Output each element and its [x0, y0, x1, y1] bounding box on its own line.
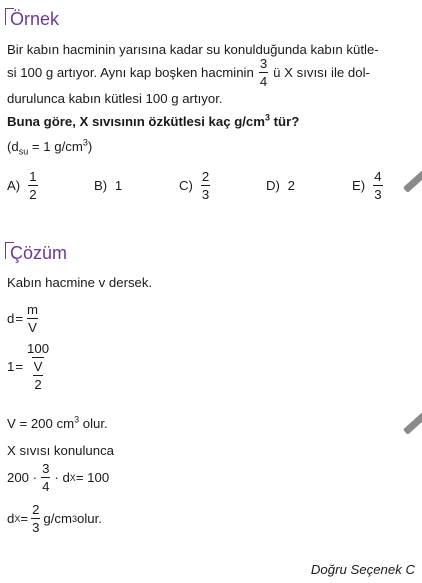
option-c-numerator: 2 [201, 169, 210, 184]
eq1-numerator: m [27, 302, 39, 317]
fraction-denominator: 4 [259, 74, 268, 90]
solution-intro: Kabın hacmine v dersek. [7, 275, 153, 290]
option-a-denominator: 2 [29, 187, 37, 203]
eq2-lhs: 1 [7, 359, 15, 375]
question-line [7, 114, 299, 129]
option-c-denominator: 3 [201, 187, 210, 203]
problem-line-3: durulunca kabın kütlesi 100 g artıyor. [7, 91, 223, 106]
problem-line-2-start: si 100 g artıyor. Aynı kap boşken hacminin [7, 65, 254, 81]
result1-exponent: 3 [74, 414, 80, 425]
eq3-mid: · d [54, 470, 70, 486]
option-c-fraction [201, 170, 210, 201]
problem-line-1: Bir kabın hacminin yarısına kadar su konulduğunda kabın kütle- [7, 42, 379, 57]
option-a-numerator: 1 [29, 169, 37, 184]
eq2-inner-fraction [33, 360, 44, 391]
eq2-equals: = [15, 359, 24, 375]
eq3-fraction [41, 462, 50, 493]
option-d-label: D) [266, 178, 280, 193]
eq1-denominator: V [28, 320, 37, 336]
given-value: = 1 g/cm [28, 139, 83, 154]
option-a-fraction [28, 170, 37, 201]
option-e-numerator: 4 [374, 169, 382, 184]
eq2-inner-numerator: V [33, 359, 43, 375]
density-result: d X = $\frac{2}{3}$ g/cm 3 olur. [7, 502, 102, 536]
equation-substitution [7, 342, 52, 392]
given-density [7, 137, 93, 157]
eq4-equals: = [20, 511, 29, 527]
option-e-denominator: 3 [374, 187, 382, 203]
eq4-unit: g/cm [43, 511, 72, 527]
option-d-value: 2 [287, 178, 295, 193]
eq3-start: 200 · [7, 470, 38, 486]
question-end: tür? [269, 114, 300, 129]
eq2-fraction [26, 342, 50, 392]
eq2-denominator [32, 357, 45, 391]
eq1-fraction [26, 303, 39, 334]
eq4-numerator: 2 [32, 502, 40, 517]
option-b[interactable] [94, 178, 122, 193]
example-heading: Örnek [10, 9, 60, 29]
question-text: Buna göre, X sıvısının özkütlesi kaç g/cm [7, 114, 265, 129]
eq3-denominator: 4 [42, 479, 50, 495]
pen-icon [403, 412, 422, 435]
given-exponent: 3 [82, 137, 88, 148]
option-a-label: A) [7, 178, 21, 194]
option-c-label: C) [179, 178, 193, 194]
given-subscript: su [18, 146, 29, 157]
eq2-numerator: 100 [27, 341, 50, 356]
eq4-end: olur. [77, 511, 102, 527]
eq1-equals: = [15, 311, 24, 327]
volume-result [7, 416, 108, 431]
problem-line-2 [7, 57, 370, 88]
question-exponent: 3 [264, 112, 270, 123]
result1-text: V = 200 cm [7, 416, 75, 431]
result1-end: olur. [79, 416, 108, 431]
eq4-fraction [31, 503, 40, 534]
eq4-lhs: d [7, 511, 15, 527]
eq2-inner-denominator: 2 [34, 377, 42, 393]
option-e-label: E) [352, 178, 366, 194]
eq1-lhs: d [7, 311, 15, 327]
pen-icon [403, 170, 422, 193]
eq4-denominator: 3 [32, 520, 40, 536]
problem-line-2-end: ü X sıvısı ile dol- [273, 65, 370, 81]
option-d[interactable] [266, 178, 295, 193]
x-liquid-line: X sıvısı konulunca [7, 443, 115, 458]
solution-heading: Çözüm [10, 243, 68, 263]
given-close: ) [87, 139, 93, 154]
fraction-numerator: 3 [259, 56, 268, 71]
given-open: (d [7, 139, 19, 154]
correct-answer: Doğru Seçenek C [310, 562, 415, 577]
eq3-numerator: 3 [42, 461, 50, 476]
three-quarters-fraction [259, 57, 268, 88]
option-b-label: B) [94, 178, 108, 193]
option-a[interactable] [7, 170, 40, 201]
equation-x-liquid: 200 · $\frac{3}{4}$ · d X = 100 [7, 461, 110, 495]
equation-density [7, 303, 41, 334]
option-b-value: 1 [114, 178, 123, 193]
eq3-end: = 100 [75, 470, 110, 486]
option-e[interactable] [352, 170, 385, 201]
option-e-fraction [373, 170, 382, 201]
option-c[interactable] [179, 170, 212, 201]
